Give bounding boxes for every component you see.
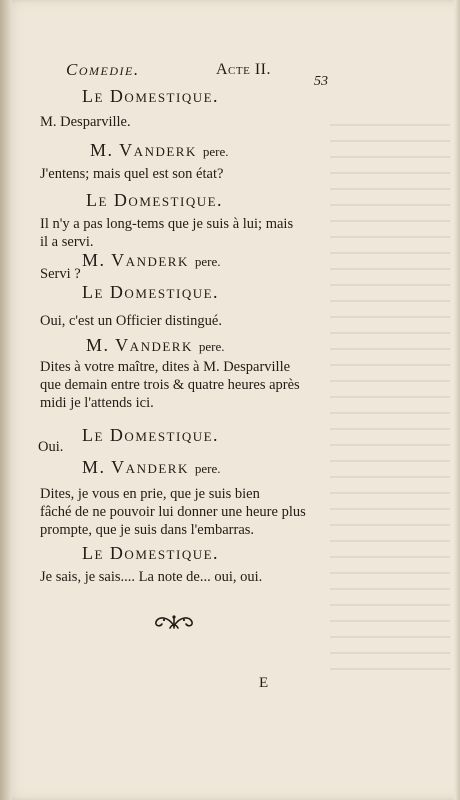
speaker-heading	[82, 457, 220, 478]
speaker-suffix: pere.	[194, 254, 221, 269]
dialogue-line: que demain entre trois & quatre heures après	[40, 377, 300, 393]
speaker-name: Le Domestique.	[82, 425, 220, 445]
speaker-suffix: pere.	[194, 461, 221, 476]
page-binding	[0, 0, 12, 800]
dialogue-line: Il n'y a pas long-tems que je suis à lui; mais	[40, 216, 294, 232]
dialogue-line: M. Desparville.	[40, 114, 131, 130]
dialogue-line: midi je l'attends ici.	[40, 395, 154, 411]
signature-mark: E	[259, 675, 269, 691]
header-act: Acte II.	[216, 61, 271, 78]
speaker-name: Le Domestique.	[82, 86, 220, 106]
dialogue-line: Dites à votre maître, dites à M. Desparville	[40, 359, 291, 375]
dialogue-line: prompte, que je suis dans l'embarras.	[40, 522, 255, 538]
header-title: Comedie.	[66, 60, 140, 79]
speaker-name: Le Domestique.	[86, 190, 224, 210]
speaker-name: M. Vanderk	[82, 457, 189, 477]
dialogue-line: fâché de ne pouvoir lui donner une heure plus	[40, 504, 306, 520]
page-edge	[454, 0, 460, 800]
speaker-heading	[82, 543, 219, 564]
speaker-heading	[86, 190, 223, 211]
show-through-text	[330, 110, 450, 670]
speaker-name: M. Vanderk	[90, 140, 197, 160]
speaker-heading	[86, 335, 224, 356]
speaker-name: M. Vanderk	[86, 335, 193, 355]
dialogue-line: Servi ?	[40, 266, 81, 282]
speaker-name: M. Vanderk	[82, 250, 189, 270]
speaker-name: Le Domestique.	[82, 282, 220, 302]
speaker-heading	[82, 86, 219, 107]
dialogue-line: Dites, je vous en prie, que je suis bien	[40, 486, 260, 502]
speaker-heading	[82, 282, 219, 303]
speaker-suffix: pere.	[202, 144, 229, 159]
dialogue-line: Je sais, je sais.... La note de... oui, oui.	[40, 569, 263, 585]
dialogue-line: Oui.	[38, 439, 64, 455]
dialogue-line: J'entens; mais quel est son état?	[40, 166, 224, 182]
speaker-heading	[90, 140, 228, 161]
speaker-name: Le Domestique.	[82, 543, 220, 563]
speaker-suffix: pere.	[198, 339, 225, 354]
dialogue-line: il a servi.	[40, 234, 94, 250]
fleuron-ornament-icon	[150, 612, 198, 632]
dialogue-line: Oui, c'est un Officier distingué.	[40, 313, 222, 329]
page-number: 53	[314, 74, 328, 89]
